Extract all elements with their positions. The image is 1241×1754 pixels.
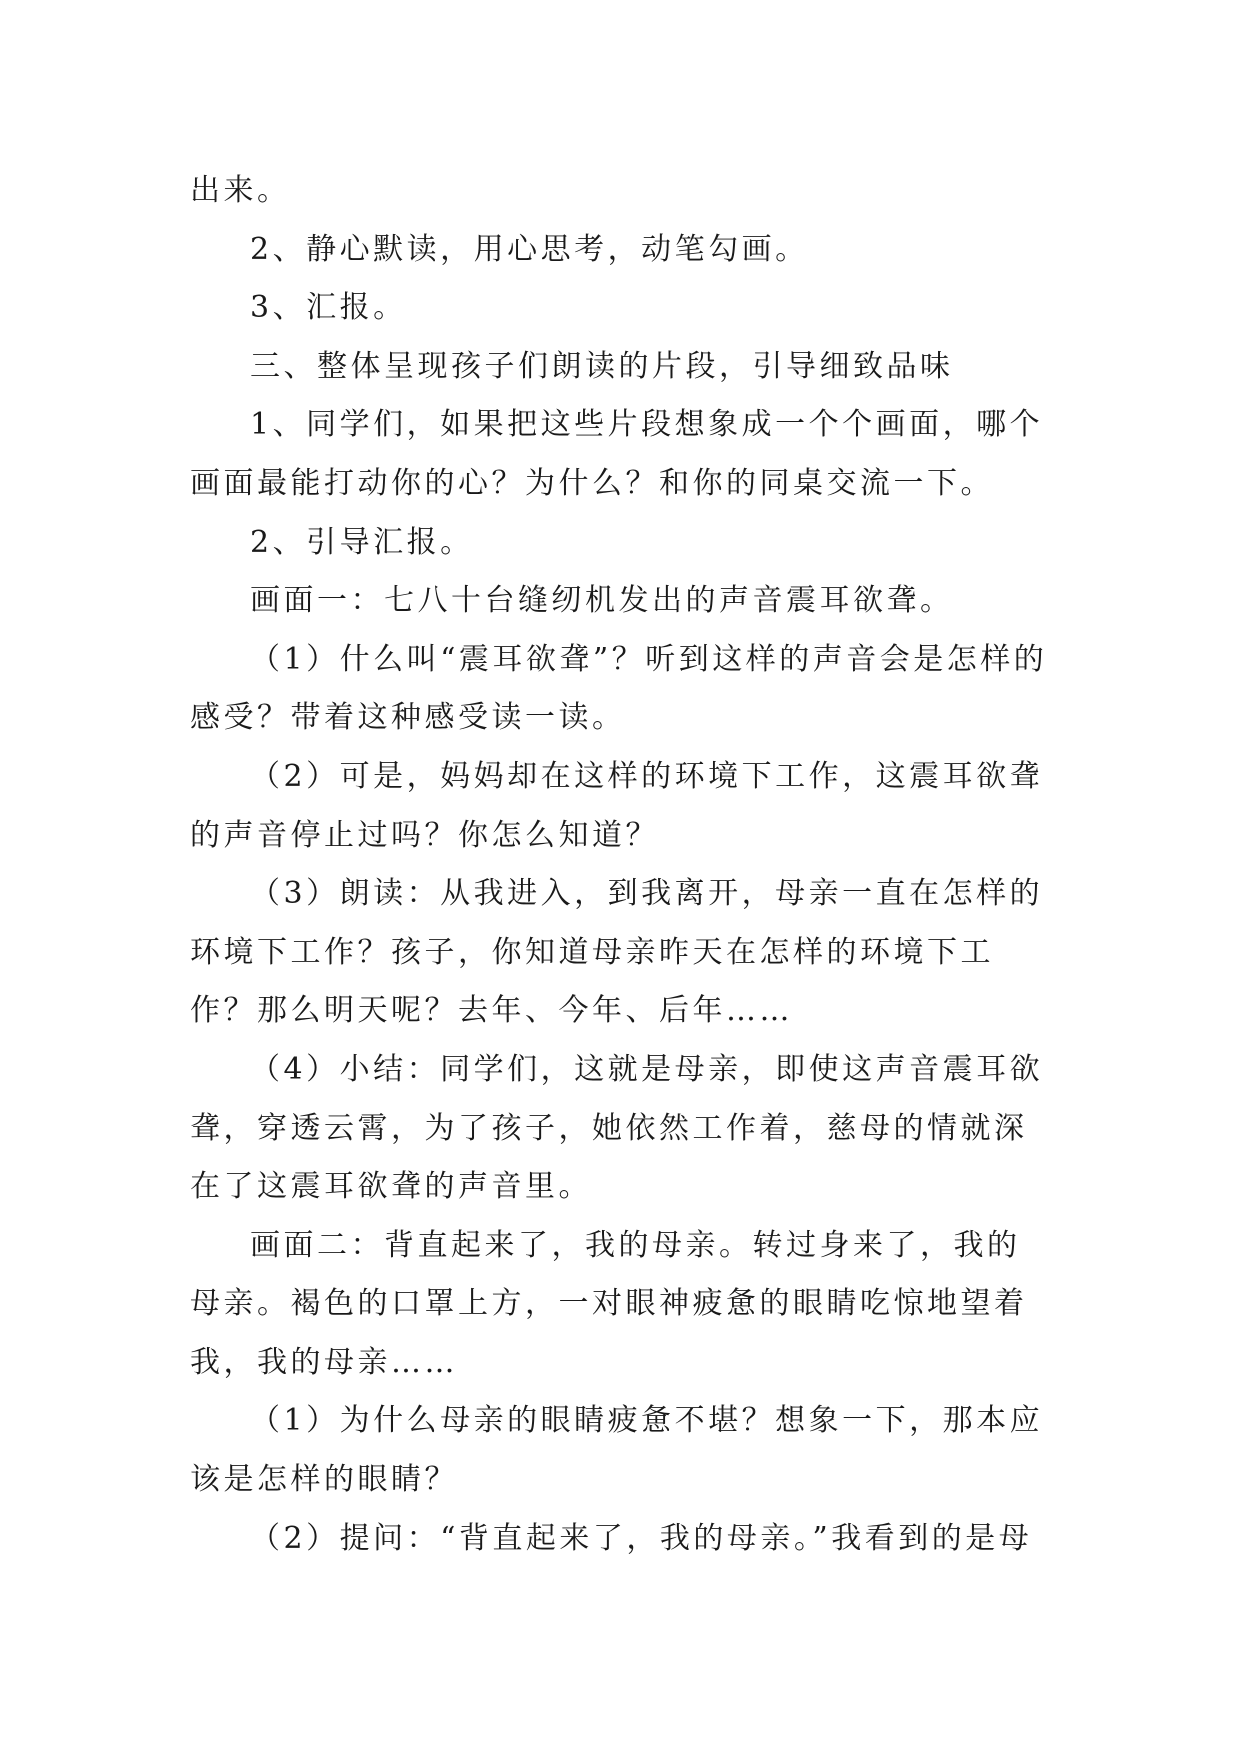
paragraph: （1）什么叫“震耳欲聋”？听到这样的声音会是怎样的感受？带着这种感受读一读。 <box>190 641 1048 736</box>
paragraph: （2）提问：“背直起来了，我的母亲。”我看到的是母 <box>250 1520 1033 1556</box>
paragraph: （2）可是，妈妈却在这样的环境下工作，这震耳欲聋的声音停止过吗？你怎么知道？ <box>190 758 1044 853</box>
scene-heading: 画面一：七八十台缝纫机发出的声音震耳欲聋。 <box>250 583 954 619</box>
paragraph: 1、同学们，如果把这些片段想象成一个个画面，哪个画面最能打动你的心？为什么？和你的同桌交流一下。 <box>190 407 1044 501</box>
paragraph: （4）小结：同学们，这就是母亲，即使这声音震耳欲聋，穿透云霄，为了孩子，她依然工作着，慈母的情就深在了这震耳欲聋的声音里。 <box>190 1051 1044 1205</box>
paragraph: （1）为什么母亲的眼睛疲惫不堪？想象一下，那本应该是怎样的眼睛？ <box>190 1403 1044 1498</box>
paragraph: 出来。 <box>190 173 291 208</box>
section-heading: 三、整体呈现孩子们朗读的片段，引导细致品味 <box>250 348 954 384</box>
paragraph: （3）朗读：从我进入，到我离开，母亲一直在怎样的环境下工作？孩子，你知道母亲昨天在怎样的环境下工作？那么明天呢？去年、今年、后年…… <box>190 876 1044 1029</box>
paragraph: 3、汇报。 <box>250 290 407 326</box>
scene-heading: 画面二：背直起来了，我的母亲。转过身来了，我的母亲。褐色的口罩上方，一对眼神疲惫的眼睛吃惊地望着我，我的母亲…… <box>190 1227 1028 1380</box>
paragraph: 2、引导汇报。 <box>250 524 474 560</box>
document-body <box>190 162 1050 1568</box>
paragraph: 2、静心默读，用心思考，动笔勾画。 <box>250 231 809 267</box>
